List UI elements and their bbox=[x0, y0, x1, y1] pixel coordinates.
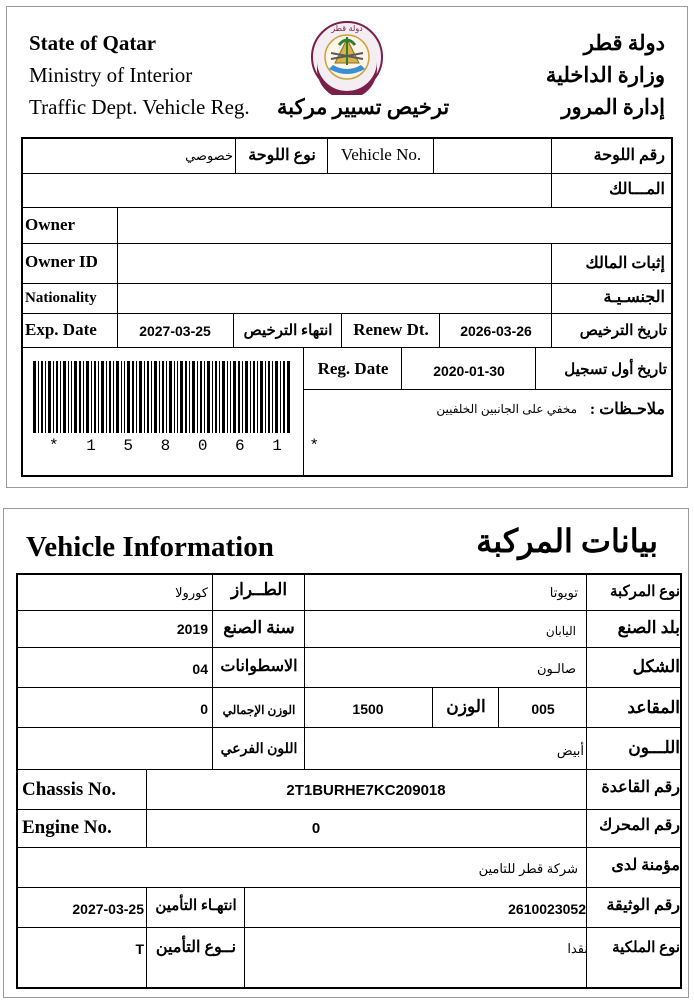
model-value: كورولا bbox=[175, 585, 208, 600]
exp-date-label: Exp. Date bbox=[25, 320, 97, 339]
nationality-ar-label: الجنسـيـة bbox=[603, 289, 665, 306]
first-reg-label: تاريخ أول تسجيل bbox=[564, 362, 667, 378]
vehicle-info-title: Vehicle Information bbox=[26, 531, 274, 563]
plate-no-label: رقم اللوحة bbox=[593, 147, 665, 164]
engine-label: Engine No. bbox=[22, 817, 112, 838]
weight-label: الوزن bbox=[446, 697, 486, 716]
country-value: اليابان bbox=[545, 624, 576, 638]
weight-value: 1500 bbox=[352, 701, 384, 717]
owner-id-label: Owner ID bbox=[25, 252, 98, 271]
seats-value: 005 bbox=[531, 701, 555, 717]
insured-label: مؤمنة لدى bbox=[611, 857, 680, 874]
ministry-en: Ministry of Interior bbox=[29, 63, 193, 87]
shape-label: الشكل bbox=[632, 657, 680, 676]
license-date-label: تاريخ الترخيص bbox=[579, 323, 667, 339]
year-value: 2019 bbox=[176, 621, 208, 637]
policy-value: 2610023052 bbox=[508, 901, 586, 917]
state-en: State of Qatar bbox=[29, 31, 157, 55]
ins-expiry-label: انتهـاء التأمين bbox=[155, 898, 237, 914]
notes-value: مخفي على الجانبين الخلفيين bbox=[436, 402, 577, 416]
barcode-icon bbox=[33, 361, 291, 433]
qatar-emblem-icon bbox=[309, 19, 385, 95]
engine-ar-label: رقم المحرك bbox=[599, 817, 680, 834]
renew-label: Renew Dt. bbox=[353, 320, 429, 339]
notes-label: ملاحـظات : bbox=[589, 401, 665, 418]
cylinders-label: الاسطوانات bbox=[220, 658, 298, 675]
reg-date-value: 2020-01-30 bbox=[433, 363, 505, 379]
ins-type-value: T bbox=[135, 941, 144, 957]
ownership-label: نوع الملكية bbox=[612, 940, 680, 956]
shape-value: صالـون bbox=[536, 661, 576, 676]
seats-label: المقاعد bbox=[627, 698, 680, 717]
make-value: تويوتا bbox=[549, 585, 578, 600]
policy-label: رقم الوثيقة bbox=[606, 897, 680, 914]
year-label: سنة الصنع bbox=[223, 618, 295, 637]
expiry-ar-label: انتهاء الترخيص bbox=[243, 323, 333, 339]
license-title-ar: ترخيص تسيير مركبة bbox=[277, 95, 450, 119]
gross-weight-label: الوزن الإجمالي bbox=[222, 703, 296, 717]
color-value: أبيض bbox=[556, 743, 584, 758]
chassis-label: Chassis No. bbox=[22, 779, 116, 800]
nationality-label: Nationality bbox=[25, 290, 97, 306]
insured-value: شركة قطر للتامين bbox=[478, 861, 578, 876]
vehicle-no-label: Vehicle No. bbox=[340, 145, 422, 164]
owner-ar-label: المـــالك bbox=[609, 181, 665, 198]
chassis-ar-label: رقم القاعدة bbox=[601, 779, 680, 796]
ministry-ar: وزارة الداخلية bbox=[545, 63, 665, 87]
cylinders-value: 04 bbox=[192, 661, 208, 677]
chassis-value: 2T1BURHE7KC209018 bbox=[286, 782, 446, 799]
ins-expiry-value: 2027-03-25 bbox=[72, 901, 144, 917]
model-label: الطــراز bbox=[230, 580, 288, 599]
barcode-number: * 1 5 8 0 6 1 * bbox=[49, 437, 329, 455]
dept-ar: إدارة المرور bbox=[561, 95, 665, 119]
country-label: بلد الصنع bbox=[617, 618, 680, 637]
vehicle-info-card bbox=[3, 508, 689, 998]
plate-type-value: خصوصي bbox=[185, 148, 233, 163]
engine-value: 0 bbox=[311, 820, 321, 837]
owner-id-ar-label: إثبات المالك bbox=[585, 255, 665, 272]
registration-card bbox=[6, 6, 688, 488]
vehicle-info-title-ar: بيانات المركبة bbox=[476, 523, 658, 559]
owner-label: Owner bbox=[25, 215, 76, 234]
ins-type-label: نــوع التأمين bbox=[155, 939, 237, 956]
make-label: نوع المركبة bbox=[609, 584, 680, 600]
gross-weight-value: 0 bbox=[200, 701, 208, 717]
color-label: اللـــون bbox=[628, 738, 680, 757]
state-ar: دولة قطر bbox=[583, 31, 665, 55]
ownership-value: نقدا bbox=[567, 941, 588, 956]
renew-value: 2026-03-26 bbox=[460, 323, 532, 339]
emblem-text: دولة قطر bbox=[331, 24, 363, 33]
exp-date-value: 2027-03-25 bbox=[139, 323, 211, 339]
subcolor-label: اللون الفرعي bbox=[220, 742, 298, 757]
plate-type-label: نوع اللوحة bbox=[248, 147, 316, 164]
dept-en: Traffic Dept. Vehicle Reg. bbox=[29, 95, 250, 119]
reg-date-label: Reg. Date bbox=[317, 359, 389, 378]
